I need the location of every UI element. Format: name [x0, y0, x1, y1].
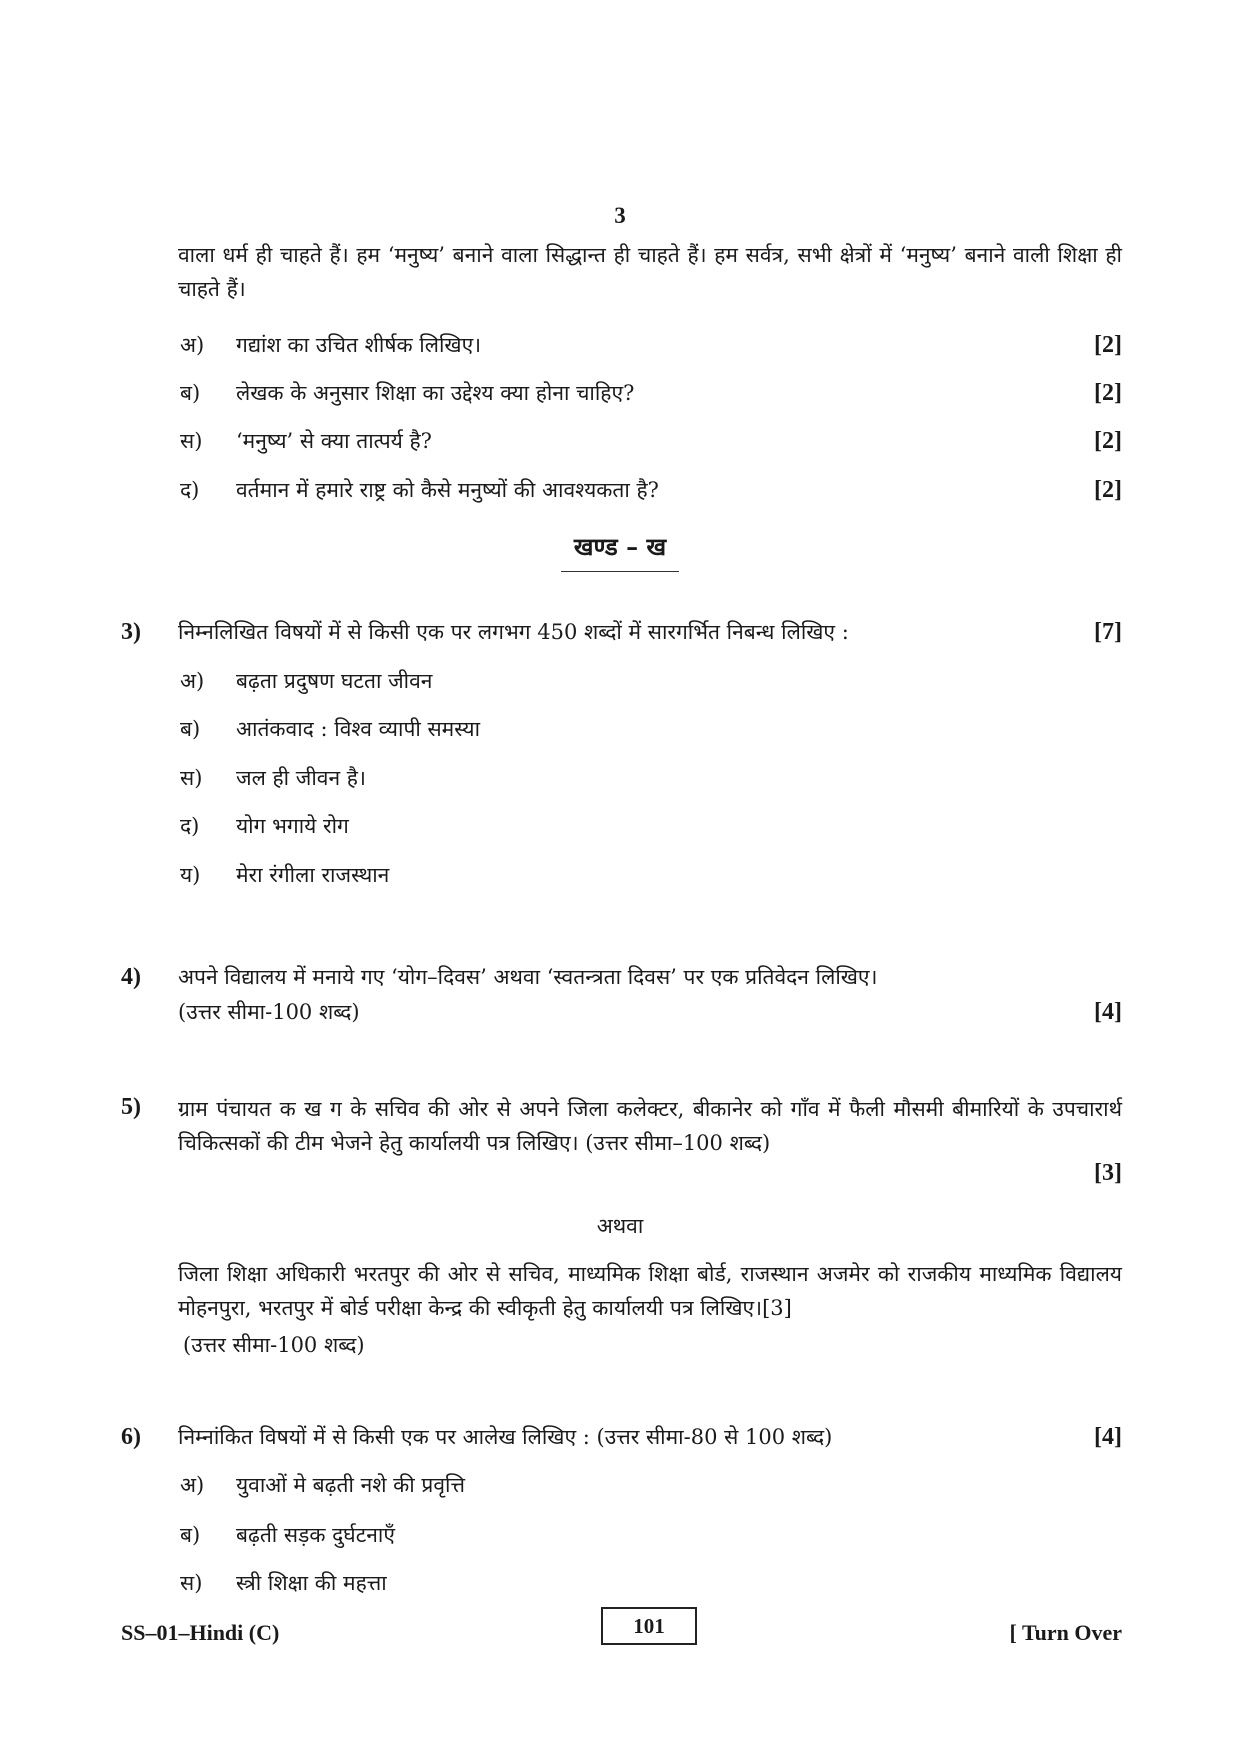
question-text: निम्नलिखित विषयों में से किसी एक पर लगभग 450 शब्दों में सारगर्भित निबन्ध लिखिए : — [178, 620, 849, 644]
part-text: लेखक के अनुसार शिक्षा का उद्देश्य क्या होना चाहिए? — [236, 381, 635, 405]
q2-part-c — [0, 424, 1240, 458]
q3-option-b — [0, 712, 1240, 746]
section-title — [0, 530, 1240, 572]
option-label: स) — [180, 1571, 203, 1595]
q3-option-c — [0, 761, 1240, 795]
question-number: 6) — [121, 1424, 141, 1450]
marks: [4] — [1094, 1424, 1122, 1450]
part-text: वर्तमान में हमारे राष्ट्र को कैसे मनुष्यों की आवश्यकता है? — [236, 478, 659, 502]
option-label: स) — [180, 766, 203, 790]
marks: [2] — [1094, 332, 1122, 358]
q3-option-d — [0, 809, 1240, 843]
option-label: ब) — [180, 717, 201, 741]
word-limit: (उत्तर सीमा-100 शब्द) — [178, 1000, 360, 1024]
part-label: अ) — [180, 333, 205, 357]
option-text: आतंकवाद : विश्व व्यापी समस्या — [236, 717, 481, 741]
question-5-marks: [3] — [1094, 1160, 1122, 1186]
part-label: ब) — [180, 381, 201, 405]
option-text: बढ़ता प्रदुषण घटता जीवन — [236, 669, 433, 693]
part-text: ‘मनुष्य’ से क्या तात्पर्य है? — [236, 429, 432, 453]
part-text: गद्यांश का उचित शीर्षक लिखिए। — [236, 333, 482, 357]
question-5-alt-text: जिला शिक्षा अधिकारी भरतपुर की ओर से सचिव, माध्यमिक शिक्षा बोर्ड, राजस्थान अजमेर को राजकीय माध्यमिक विद्यालय मोहनपुरा, भरतपुर में बोर्ड परीक्षा केन्द्र की स्वीकृती हेतु कार्यालयी पत्र लिखिए।[3] — [178, 1262, 1122, 1320]
option-text: मेरा रंगीला राजस्थान — [236, 863, 390, 887]
option-label: द) — [180, 814, 200, 838]
q2-part-b — [0, 376, 1240, 410]
question-4 — [0, 960, 1240, 994]
q6-option-c — [0, 1566, 1240, 1600]
option-text: बढ़ती सड़क दुर्घटनाएँ — [236, 1523, 395, 1547]
part-label: स) — [180, 429, 203, 453]
marks: [2] — [1094, 428, 1122, 454]
page-number: 3 — [614, 203, 626, 228]
q6-option-b — [0, 1518, 1240, 1552]
q6-option-a — [0, 1468, 1240, 1502]
marks: [2] — [1094, 380, 1122, 406]
question-5-alt-limit: (उत्तर सीमा-100 शब्द) — [183, 1333, 365, 1357]
marks: [2] — [1094, 477, 1122, 503]
question-6 — [0, 1420, 1240, 1454]
question-text: निम्नांकित विषयों में से किसी एक पर आलेख लिखिए : (उत्तर सीमा-80 से 100 शब्द) — [178, 1425, 833, 1449]
option-text: स्त्री शिक्षा की महत्ता — [236, 1571, 387, 1595]
q2-part-a — [0, 328, 1240, 362]
option-text: युवाओं मे बढ़ती नशे की प्रवृत्ति — [236, 1473, 465, 1497]
option-label: अ) — [180, 669, 205, 693]
footer-code: SS–01–Hindi (C) — [121, 1620, 280, 1645]
or-word: अथवा — [596, 1214, 644, 1238]
footer-box-number: 101 — [601, 1607, 697, 1645]
question-5-text: ग्राम पंचायत क ख ग के सचिव की ओर से अपने जिला कलेक्टर, बीकानेर को गाँव में फैली मौसमी बीमारियों के उपचारार्थ चिकित्सकों की टीम भेजने हेतु कार्यालयी पत्र लिखिए। (उत्तर सीमा–100 शब्द) — [178, 1097, 1122, 1155]
part-label: द) — [180, 478, 200, 502]
question-number: 4) — [121, 964, 141, 990]
question-text: अपने विद्यालय में मनाये गए ‘योग–दिवस’ अथवा ‘स्वतन्त्रता दिवस’ पर एक प्रतिवेदन लिखिए। — [178, 965, 878, 989]
q2-part-d — [0, 473, 1240, 507]
option-label: य) — [180, 863, 201, 887]
option-text: जल ही जीवन है। — [236, 766, 366, 790]
option-text: योग भगाये रोग — [236, 814, 349, 838]
question-4-limit — [0, 995, 1240, 1029]
question-3 — [0, 615, 1240, 649]
intro-paragraph: वाला धर्म ही चाहते हैं। हम ‘मनुष्य’ बनाने वाला सिद्धान्त ही चाहते हैं। हम सर्वत्र, सभी क्षेत्रों में ‘मनुष्य’ बनाने वाली शिक्षा ही चाहते हैं। — [178, 243, 1122, 301]
question-5-number: 5) — [121, 1094, 141, 1120]
q3-option-e — [0, 858, 1240, 892]
q3-option-a — [0, 664, 1240, 698]
question-number: 3) — [121, 619, 141, 645]
marks: [4] — [1094, 999, 1122, 1025]
option-label: अ) — [180, 1473, 205, 1497]
section-title-text: खण्ड – ख — [561, 530, 679, 572]
option-label: ब) — [180, 1523, 201, 1547]
marks: [7] — [1094, 619, 1122, 645]
turn-over: [ Turn Over — [1009, 1620, 1122, 1645]
